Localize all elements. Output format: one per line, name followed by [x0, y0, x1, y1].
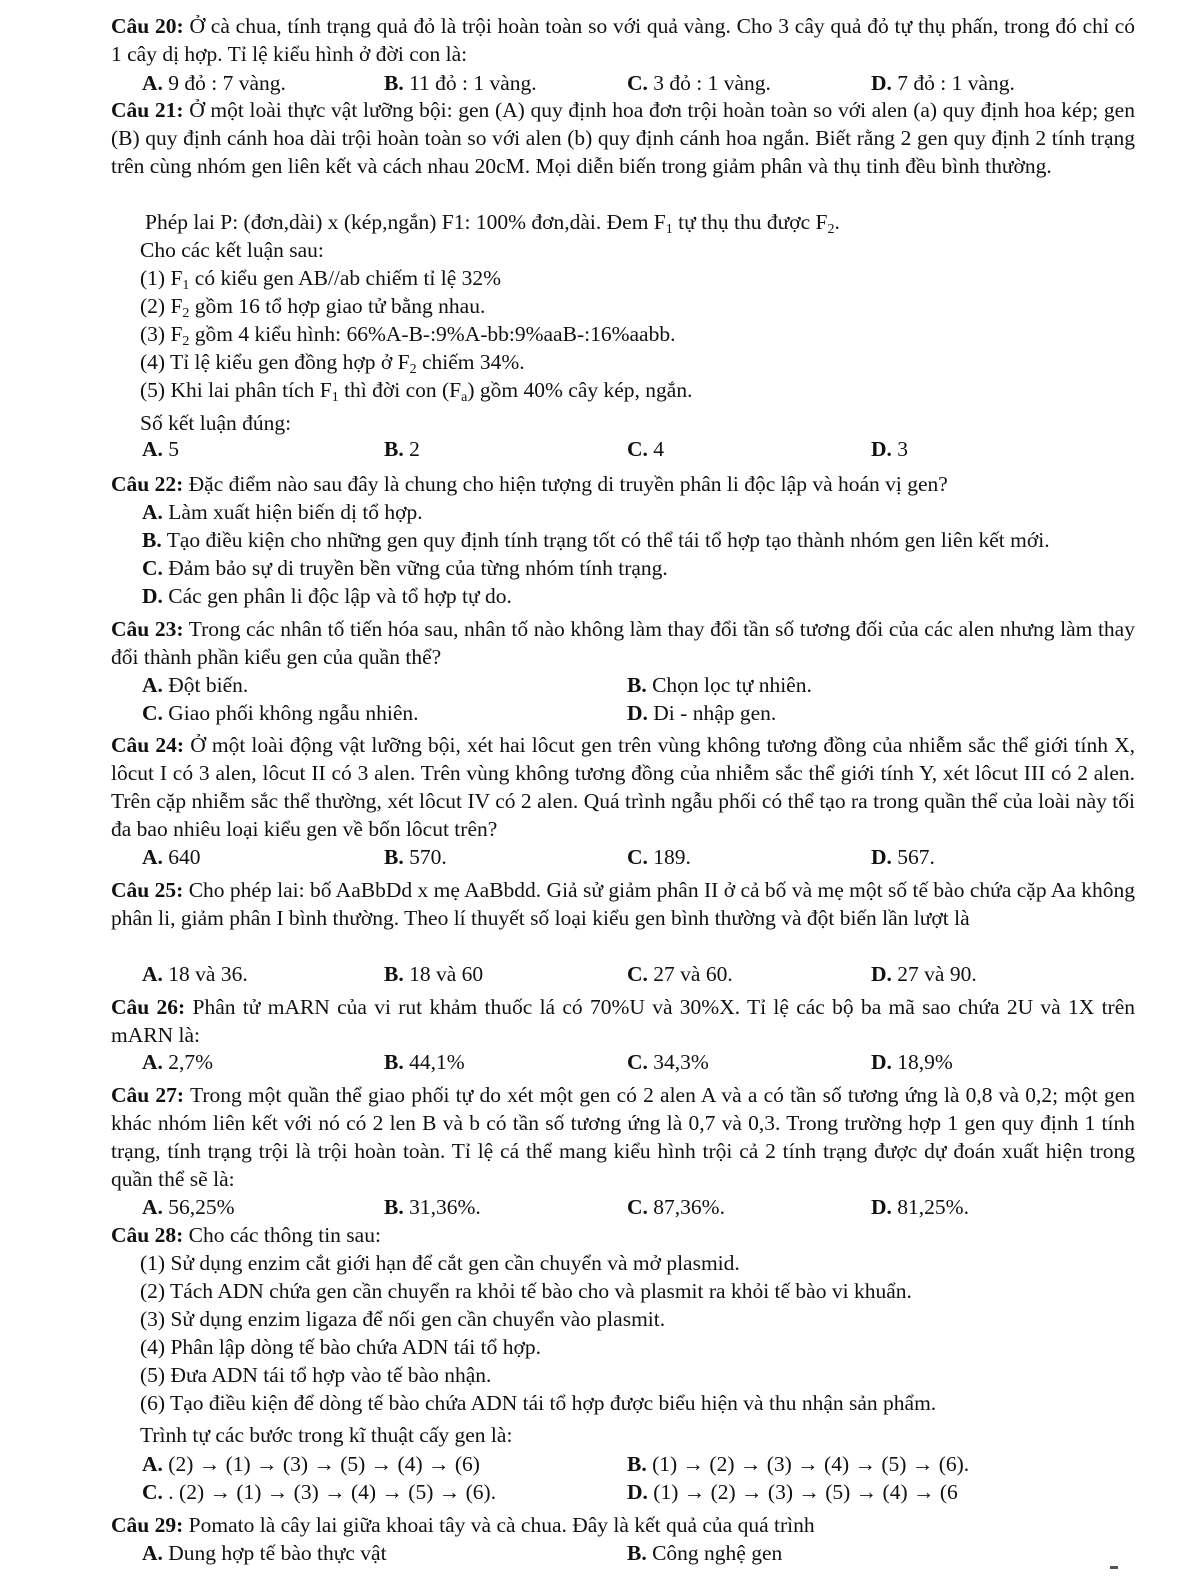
- option-d[interactable]: D. Di - nhập gen.: [627, 701, 777, 725]
- option-a[interactable]: A. (2) → (1) → (3) → (5) → (4) → (6): [142, 1452, 480, 1476]
- option-d[interactable]: D. 27 và 90.: [871, 962, 977, 986]
- question-25: [111, 876, 1135, 932]
- conclusion-5: (5) Khi lai phân tích $F_1$ thì đời con $(F_a)$ gồm 40% cây kép, ngắn.: [140, 378, 693, 405]
- option-b[interactable]: B. 570.: [384, 845, 447, 869]
- option-a[interactable]: A. 9 đỏ : 7 vàng.: [142, 71, 286, 95]
- question-23: [111, 615, 1135, 671]
- option-d[interactable]: D. 567.: [871, 845, 935, 869]
- question-text: Đặc điểm nào sau đây là chung cho hiện tượng di truyền phân li độc lập và hoán vị gen?: [188, 472, 948, 496]
- question-label: Câu 24:: [111, 733, 185, 757]
- option-b[interactable]: B. 11 đỏ : 1 vàng.: [384, 71, 537, 95]
- option-d[interactable]: D. 3: [871, 437, 909, 461]
- question-29: [111, 1511, 1135, 1539]
- step-3: (3) Sử dụng enzim ligaza để nối gen cần chuyển vào plasmit.: [140, 1307, 666, 1331]
- option-c[interactable]: C. 27 và 60.: [627, 962, 733, 986]
- question-label: Câu 28:: [111, 1223, 184, 1247]
- question-text: Phân tử mARN của vi rut khảm thuốc lá có 70%U và 30%X. Tỉ lệ các bộ ba mã sao chứa 2U và 1X trên mARN là:: [111, 995, 1135, 1047]
- cross-statement: Phép lai P: (đơn,dài) x (kép,ngắn) F1: 100% đơn,dài. Đem $F_1$ tự thụ thu được $F_2$.: [145, 210, 840, 237]
- option-d[interactable]: D. 7 đỏ : 1 vàng.: [871, 71, 1015, 95]
- question-label: Câu 27:: [111, 1083, 185, 1107]
- option-b[interactable]: B. Tạo điều kiện cho những gen quy định tính trạng tốt có thể tái tổ hợp tạo thành nhóm gen liên kết mới.: [142, 528, 1050, 552]
- option-a[interactable]: A. 2,7%: [142, 1050, 214, 1074]
- question-label: Câu 21:: [111, 98, 184, 122]
- question-text: Ở cà chua, tính trạng quả đỏ là trội hoàn toàn so với quả vàng. Cho 3 cây quả đỏ tự thụ phấn, trong đó chỉ có 1 cây dị hợp. Tỉ lệ kiểu hình ở đời con là:: [111, 14, 1135, 66]
- option-c[interactable]: C. 87,36%.: [627, 1195, 725, 1219]
- question-text: Ở một loài động vật lưỡng bội, xét hai lôcut gen trên vùng không tương đồng của nhiễm sắc thể giới tính X, lôcut I có 3 alen, lôcut II có 3 alen. Trên vùng không tương đồng của nhiễm sắc thể giới tính Y, xét lôcut III có 2 alen. Trên cặp nhiễm sắc thể thường, xét lôcut IV có 2 alen. Quá trình ngẫu phối có thể tạo ra trong quần thể của loài này tối đa bao nhiêu loại kiểu gen về bốn lôcut trên?: [111, 733, 1135, 841]
- step-2: (2) Tách ADN chứa gen cần chuyển ra khỏi tế bào cho và plasmit ra khỏi tế bào vi khuẩn.: [140, 1279, 912, 1303]
- question-21: [111, 96, 1135, 180]
- conclusion-1: (1) $F_1$ có kiểu gen AB//ab chiếm tỉ lệ 32%: [140, 266, 502, 293]
- step-5: (5) Đưa ADN tái tổ hợp vào tế bào nhận.: [140, 1363, 492, 1387]
- question-label: Câu 20:: [111, 14, 184, 38]
- option-a[interactable]: A. 56,25%: [142, 1195, 235, 1219]
- option-c[interactable]: C. 3 đỏ : 1 vàng.: [627, 71, 771, 95]
- conclusions-intro: Cho các kết luận sau:: [140, 238, 324, 262]
- option-c[interactable]: C. 189.: [627, 845, 691, 869]
- question-text: Trong một quần thể giao phối tự do xét một gen có 2 alen A và a có tần số tương ứng là 0,8 và 0,2; một gen khác nhóm liên kết với nó có 2 len B và b có tần số tương ứng là 0,7 và 0,3. Trong trường hợp 1 gen quy định 1 tính trạng, tính trạng trội là trội hoàn toàn. Tỉ lệ cá thể mang kiểu hình trội cả 2 tính trạng được dự đoán xuất hiện trong quần thể sẽ là:: [111, 1083, 1135, 1191]
- option-b[interactable]: B. 31,36%.: [384, 1195, 481, 1219]
- option-a[interactable]: A. Làm xuất hiện biến dị tổ hợp.: [142, 500, 423, 524]
- question-26: [111, 993, 1135, 1049]
- option-d[interactable]: D. 81,25%.: [871, 1195, 969, 1219]
- page-mark: [1110, 1566, 1118, 1569]
- option-c[interactable]: C. 4: [627, 437, 665, 461]
- option-a[interactable]: A. 18 và 36.: [142, 962, 248, 986]
- option-a[interactable]: A. 5: [142, 437, 180, 461]
- conclusion-3: (3) $F_2$ gồm 4 kiểu hình: 66%A-B-:9%A-bb:9%aaB-:16%aabb.: [140, 322, 676, 349]
- question-22: [111, 470, 1135, 498]
- option-a[interactable]: A. 640: [142, 845, 201, 869]
- question-label: Câu 26:: [111, 995, 186, 1019]
- question-prompt: Số kết luận đúng:: [140, 411, 292, 435]
- option-b[interactable]: B. (1) → (2) → (3) → (4) → (5) → (6).: [627, 1452, 970, 1476]
- question-20: [111, 12, 1135, 68]
- option-c[interactable]: C. . (2) → (1) → (3) → (4) → (5) → (6).: [142, 1480, 497, 1504]
- question-text: Cho các thông tin sau:: [188, 1223, 381, 1247]
- option-c[interactable]: C. 34,3%: [627, 1050, 709, 1074]
- option-d[interactable]: D. Các gen phân li độc lập và tổ hợp tự do.: [142, 584, 512, 608]
- option-c[interactable]: C. Đảm bảo sự di truyền bền vững của từng nhóm tính trạng.: [142, 556, 668, 580]
- question-text: Cho phép lai: bố AaBbDd x mẹ AaBbdd. Giả sử giảm phân II ở cả bố và mẹ một số tế bào chứa cặp Aa không phân li, giảm phân I bình thường. Theo lí thuyết số loại kiểu gen bình thường và đột biến lần lượt là: [111, 878, 1136, 930]
- question-label: Câu 22:: [111, 472, 184, 496]
- option-d[interactable]: D. 18,9%: [871, 1050, 953, 1074]
- question-text: Trong các nhân tố tiến hóa sau, nhân tố nào không làm thay đổi tần số tương đối của các alen nhưng làm thay đổi thành phần kiểu gen của quần thể?: [111, 617, 1135, 669]
- question-text: Pomato là cây lai giữa khoai tây và cà chua. Đây là kết quả của quá trình: [188, 1513, 815, 1537]
- conclusion-4: (4) Tỉ lệ kiểu gen đồng hợp ở $F_2$ chiếm 34%.: [140, 350, 525, 377]
- option-a[interactable]: A. Dung hợp tế bào thực vật: [142, 1541, 387, 1565]
- step-4: (4) Phân lập dòng tế bào chứa ADN tái tổ hợp.: [140, 1335, 541, 1359]
- question-label: Câu 29:: [111, 1513, 184, 1537]
- option-b[interactable]: B. Công nghệ gen: [627, 1541, 783, 1565]
- option-b[interactable]: B. 18 và 60: [384, 962, 484, 986]
- option-a[interactable]: A. Đột biến.: [142, 673, 249, 697]
- option-c[interactable]: C. Giao phối không ngẫu nhiên.: [142, 701, 419, 725]
- option-b[interactable]: B. 2: [384, 437, 420, 461]
- question-27: [111, 1081, 1135, 1193]
- question-label: Câu 25:: [111, 878, 184, 902]
- question-label: Câu 23:: [111, 617, 184, 641]
- conclusion-2: (2) $F_2$ gồm 16 tổ hợp giao tử bằng nhau.: [140, 294, 486, 321]
- question-prompt: Trình tự các bước trong kĩ thuật cấy gen là:: [140, 1423, 513, 1447]
- option-d[interactable]: D. (1) → (2) → (3) → (5) → (4) → (6: [627, 1480, 958, 1504]
- question-28: [111, 1221, 1135, 1249]
- step-6: (6) Tạo điều kiện để dòng tế bào chứa ADN tái tổ hợp được biểu hiện và thu nhận sản phẩm.: [140, 1391, 937, 1415]
- option-b[interactable]: B. Chọn lọc tự nhiên.: [627, 673, 812, 697]
- step-1: (1) Sử dụng enzim cắt giới hạn để cắt gen cần chuyển và mở plasmid.: [140, 1251, 740, 1275]
- question-24: [111, 731, 1135, 843]
- question-text: Ở một loài thực vật lưỡng bội: gen (A) quy định hoa đơn trội hoàn toàn so với alen (a) quy định hoa kép; gen (B) quy định cánh hoa dài trội hoàn toàn so với alen (b) quy định cánh hoa ngắn. Biết rằng 2 gen quy định 2 tính trạng trên cùng nhóm gen liên kết và cách nhau 20cM. Mọi diễn biến trong giảm phân và thụ tinh đều bình thường.: [111, 98, 1135, 178]
- option-b[interactable]: B. 44,1%: [384, 1050, 465, 1074]
